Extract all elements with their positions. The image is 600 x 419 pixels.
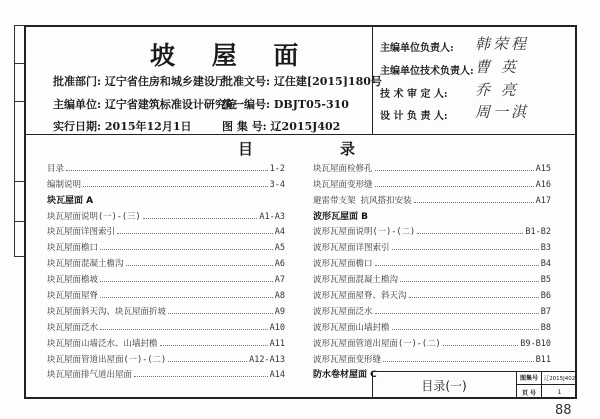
toc-entry-label: 波形瓦屋面山墙封檐 (313, 322, 390, 333)
toc-entry-page: B11 (535, 354, 551, 365)
atlas-number: 图 集 号: 辽2015J402 (222, 120, 341, 133)
toc-entry-label: 块瓦屋面山墙泛水、山墙封檐 (47, 338, 158, 349)
toc-entry-page: B5 (540, 275, 551, 286)
responsible-label: 主编单位技术负责人: (380, 66, 474, 77)
toc-entry-label: 波形瓦屋面详图索引 (313, 243, 390, 254)
atlas-value: 辽2015J402 (541, 371, 577, 385)
dot-leader (83, 186, 268, 187)
responsible-label: 设 计 负 责 人: (380, 111, 448, 122)
dot-leader (134, 376, 268, 377)
toc-entry-label: 波形瓦屋面说明(一)-(二) (313, 227, 416, 238)
toc-entry-label: 块瓦屋面檐坡 (47, 275, 99, 286)
page-title: 坡 屋 面 (150, 41, 313, 70)
toc-heading-left: 目 (238, 140, 254, 158)
toc-entry-label: 波形瓦屋面变形缝 (313, 354, 382, 365)
toc-entry-label: 块瓦屋面说明(一)-(三) (47, 211, 141, 222)
toc-entry-label: 避雷带支架 抗风搭扣安装 (313, 195, 412, 206)
toc-entry-page: A7 (274, 275, 285, 286)
dot-leader (375, 186, 534, 187)
dot-leader (392, 249, 539, 250)
toc-entry-label: 波形瓦屋面管道出屋面(一)-(二) (313, 338, 441, 349)
dot-leader (100, 297, 273, 298)
toc-entry (47, 349, 285, 365)
toc-entry-label: 编制说明 (47, 179, 82, 190)
toc-entry-label: 块瓦屋面变形缝 (313, 179, 373, 190)
toc-entry-label: 目录 (47, 163, 65, 174)
toc-entry-page: A17 (535, 195, 551, 206)
toc-entry (47, 253, 285, 269)
toc-entry-page: A4 (274, 227, 285, 238)
dot-leader (100, 249, 273, 250)
toc-entry-label: 块瓦屋面排气道出屋面 (47, 370, 133, 381)
page-label: 页 号 (516, 385, 541, 399)
dot-leader (400, 281, 539, 282)
signature: 乔 亮 (475, 81, 519, 99)
toc-section-label: 波形瓦屋面 B (313, 211, 368, 222)
toc-right-column (313, 158, 551, 380)
toc-entry (313, 317, 551, 333)
toc-entry-page: A9 (274, 306, 285, 317)
dot-leader (168, 361, 247, 362)
toc-entry-page: B3 (540, 243, 551, 254)
toc-entry-page: A14 (269, 370, 285, 381)
toc-entry-label: 块瓦屋面屋脊 (47, 291, 99, 302)
approval-doc: 批准文号: 辽住建[2015]180号 (222, 75, 382, 88)
toc-entry-page: A11 (269, 338, 285, 349)
atlas-label: 图集号 (516, 371, 541, 385)
responsible-label: 主编单位负责人: (380, 43, 454, 54)
dot-leader (383, 361, 534, 362)
toc-entry (47, 301, 285, 317)
strip-cell (15, 222, 25, 258)
toc-heading-right: 录 (340, 140, 356, 158)
sheet-number: 88 (555, 403, 572, 418)
toc-entry-label: 波形瓦屋面屋脊、斜天沟 (313, 291, 407, 302)
dot-leader (100, 329, 268, 330)
toc-entry (47, 237, 285, 253)
toc-entry-label: 块瓦屋面泛水 (47, 322, 99, 333)
toc-entry (313, 333, 551, 349)
signature: 韩荣程 (475, 35, 530, 53)
toc-entry-page: A8 (274, 291, 285, 302)
toc-section (47, 190, 285, 206)
toc-entry-label: 波形瓦屋面混凝土檐沟 (313, 275, 399, 286)
toc-section-label: 块瓦屋面 A (47, 195, 94, 206)
page-value: 1 (541, 385, 577, 399)
toc-entry-label: 波形瓦屋面檐口 (313, 259, 373, 270)
toc-entry (313, 158, 551, 174)
dot-leader (392, 329, 539, 330)
dot-leader (66, 170, 268, 171)
dot-leader (409, 297, 539, 298)
toc-entry-page: 1-2 (269, 163, 285, 174)
toc-entry (47, 269, 285, 285)
unified-number: 统一编号: DBJT05-310 (222, 98, 349, 111)
toc-entry-page: A5 (274, 243, 285, 254)
toc-entry-page: B7 (540, 306, 551, 317)
toc-section-label: 防水卷材屋面 C (313, 370, 377, 381)
signature: 周一淇 (475, 103, 530, 121)
approval-dept: 批准部门: 辽宁省住房和城乡建设厅 (53, 75, 226, 88)
responsible-label: 技 术 审 定 人: (380, 89, 448, 100)
toc-entry-page: A16 (535, 179, 551, 190)
dot-leader (375, 170, 534, 171)
toc-entry (313, 190, 551, 206)
toc-entry (47, 317, 285, 333)
header-divider (24, 134, 577, 135)
toc-entry (313, 174, 551, 190)
toc-section (313, 206, 551, 222)
dot-leader (168, 313, 273, 314)
strip-cell (15, 26, 25, 64)
dot-leader (417, 233, 523, 234)
dot-leader (414, 202, 534, 203)
dot-leader (443, 345, 519, 346)
toc-entry-label: 块瓦屋面檐口 (47, 243, 99, 254)
toc-entry (47, 174, 285, 190)
toc-entry-label: 块瓦屋面管道出屋面(一)-(二) (47, 354, 167, 365)
toc-entry-page: B1-B2 (525, 227, 551, 238)
signature: 曹 英 (475, 58, 519, 76)
dot-leader (117, 233, 273, 234)
strip-cell (15, 64, 25, 102)
toc-entry (313, 285, 551, 301)
toc-entry-label: 块瓦屋面详图索引 (47, 227, 116, 238)
dot-leader (100, 281, 273, 282)
toc-entry (47, 285, 285, 301)
toc-entry-page: A15 (535, 163, 551, 174)
toc-entry (313, 237, 551, 253)
toc-entry (47, 222, 285, 238)
toc-entry (313, 269, 551, 285)
title-block-title: 目录(一) (421, 378, 467, 393)
toc-entry-page: A12-A13 (249, 354, 285, 365)
toc-left-column (47, 158, 285, 380)
toc-entry-page: B4 (540, 259, 551, 270)
dot-leader (126, 265, 273, 266)
effective-date: 实行日期: 2015年12月1日 (53, 120, 192, 133)
toc-entry (313, 253, 551, 269)
toc-entry (47, 206, 285, 222)
toc-entry-page: A1-A3 (259, 211, 285, 222)
strip-cell (15, 102, 25, 182)
binding-strip (14, 25, 25, 257)
editor-unit: 主编单位: 辽宁省建筑标准设计研究院 (53, 98, 237, 111)
toc-entry (47, 158, 285, 174)
dot-leader (160, 345, 268, 346)
toc-entry-page: B8 (540, 322, 551, 333)
toc-entry-page: A6 (274, 259, 285, 270)
toc-entry-page: A10 (269, 322, 285, 333)
dot-leader (143, 218, 258, 219)
toc-entry-label: 块瓦屋面检修孔 (313, 163, 373, 174)
toc-entry-page: B6 (540, 291, 551, 302)
toc-entry (47, 365, 285, 381)
toc-entry-label: 波形瓦屋面泛水 (313, 306, 373, 317)
toc-entry (313, 222, 551, 238)
toc-entry (313, 349, 551, 365)
strip-cell (15, 182, 25, 222)
toc-entry-label: 块瓦屋面混凝土檐沟 (47, 259, 124, 270)
toc-entry (47, 333, 285, 349)
toc-entry (313, 301, 551, 317)
toc-entry-page: B9-B10 (520, 338, 551, 349)
toc-entry-label: 块瓦屋面斜天沟、块瓦屋面折坡 (47, 306, 167, 317)
toc-entry-page: 3-4 (269, 179, 285, 190)
dot-leader (375, 265, 539, 266)
dot-leader (375, 313, 539, 314)
